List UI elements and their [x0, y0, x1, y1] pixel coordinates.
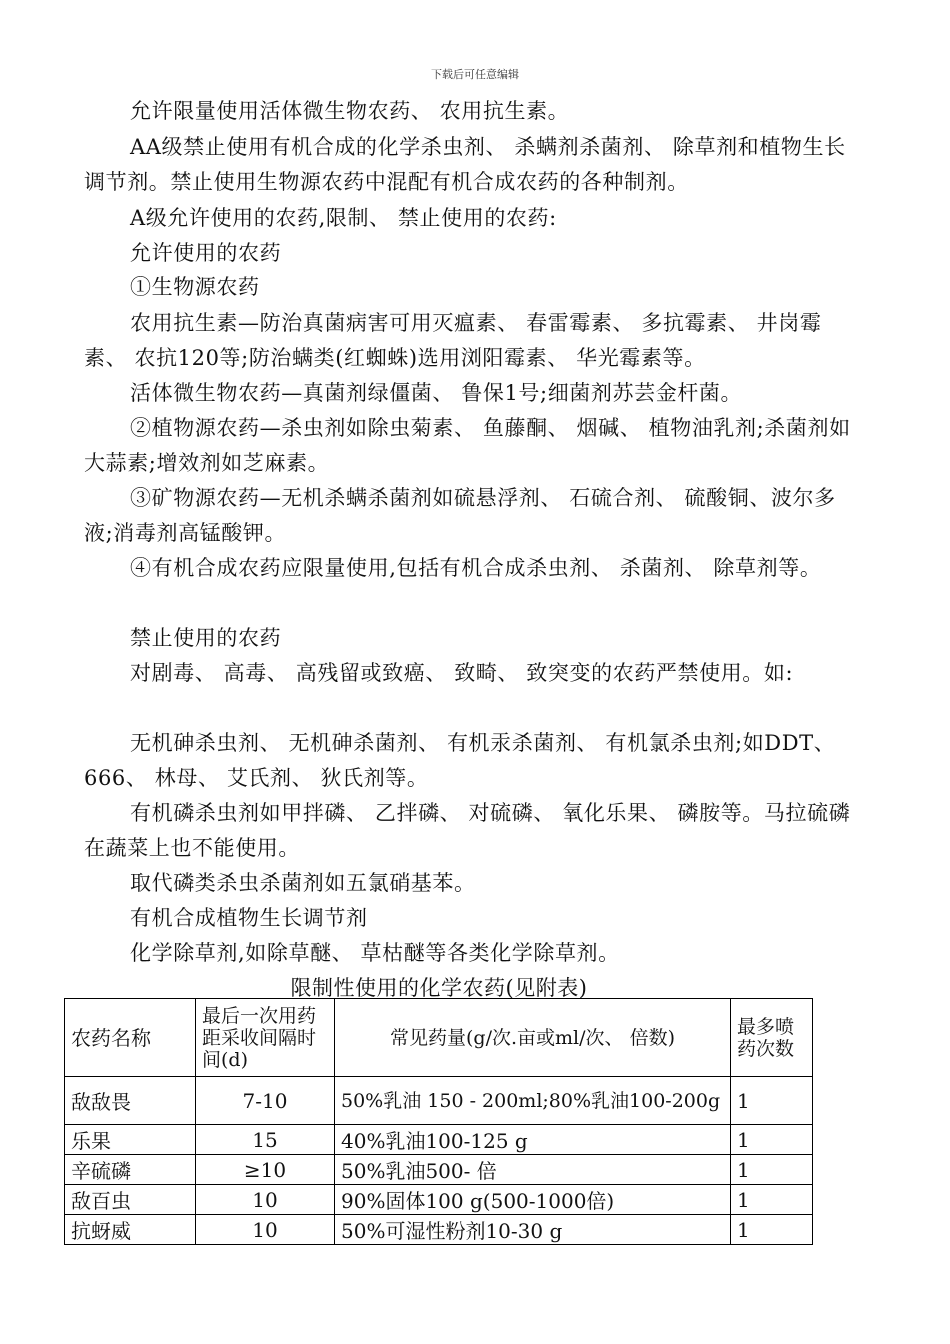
table-row [65, 1077, 813, 1125]
table-row [65, 1125, 813, 1155]
paragraph-antibiotics: 农用抗生素—防治真菌病害可用灭瘟素、 春雷霉素、 多抗霉素、 井岗霉素、 农抗120等;防治螨类(红蜘蛛)选用浏阳霉素、 华光霉素等。 [84, 311, 822, 370]
cell-dosage: 50%乳油 150 - 200ml;80%乳油100-200g [335, 1077, 731, 1125]
paragraph-mineral-source: ③矿物源农药—无机杀螨杀菌剂如硫悬浮剂、 石硫合剂、 硫酸铜、波尔多液;消毒剂高锰酸钾。 [84, 486, 836, 545]
cell-interval: ≥10 [196, 1155, 335, 1185]
cell-max-sprays: 1 [731, 1215, 813, 1245]
section-heading-banned: 禁止使用的农药 [130, 626, 282, 650]
header-pesticide-name: 农药名称 [65, 999, 196, 1077]
cell-interval: 10 [196, 1215, 335, 1245]
cell-name: 乐果 [65, 1125, 196, 1155]
table-header-row [65, 999, 813, 1077]
cell-name: 抗蚜威 [65, 1215, 196, 1245]
cell-interval: 10 [196, 1185, 335, 1215]
cell-max-sprays: 1 [731, 1125, 813, 1155]
paragraph-3: A级允许使用的农药,限制、 禁止使用的农药: [130, 206, 557, 230]
paragraph-synthetic: ④有机合成农药应限量使用,包括有机合成杀虫剂、 杀菌剂、 除草剂等。 [130, 556, 822, 580]
page-header-note: 下载后可任意编辑 [431, 68, 519, 81]
table-row [65, 1215, 813, 1245]
paragraph-growth-regulator: 有机合成植物生长调节剂 [130, 906, 368, 930]
paragraph-arsenic: 无机砷杀虫剂、 无机砷杀菌剂、 有机汞杀菌剂、 有机氯杀虫剂;如DDT、 666、 林母、 艾氏剂、 狄氏剂等。 [84, 731, 836, 790]
section-heading-allowed: 允许使用的农药 [130, 241, 282, 265]
cell-max-sprays: 1 [731, 1185, 813, 1215]
paragraph-1: 允许限量使用活体微生物农药、 农用抗生素。 [130, 99, 570, 123]
cell-dosage: 50%乳油500- 倍 [335, 1155, 731, 1185]
cell-name: 敌百虫 [65, 1185, 196, 1215]
subheading-bio-pesticides: ①生物源农药 [130, 275, 260, 299]
cell-name: 辛硫磷 [65, 1155, 196, 1185]
header-max-sprays: 最多喷药次数 [731, 999, 813, 1077]
paragraph-2: AA级禁止使用有机合成的化学杀虫剂、 杀螨剂杀菌剂、 除草剂和植物生长调节剂。禁止使用生物源农药中混配有机合成农药的各种制剂。 [84, 135, 846, 194]
paragraph-herbicide: 化学除草剂,如除草醚、 草枯醚等各类化学除草剂。 [130, 941, 620, 965]
paragraph-substituted-phosphorus: 取代磷类杀虫杀菌剂如五氯硝基苯。 [130, 871, 476, 895]
cell-name: 敌敌畏 [65, 1077, 196, 1125]
cell-max-sprays: 1 [731, 1155, 813, 1185]
table-row [65, 1185, 813, 1215]
header-harvest-interval: 最后一次用药距采收间隔时间(d) [196, 999, 335, 1077]
cell-dosage: 40%乳油100-125 g [335, 1125, 731, 1155]
cell-interval: 15 [196, 1125, 335, 1155]
restricted-pesticide-table [64, 998, 813, 1245]
paragraph-microbial: 活体微生物农药—真菌剂绿僵菌、 鲁保1号;细菌剂苏芸金杆菌。 [130, 381, 743, 405]
cell-dosage: 90%固体100 g(500-1000倍) [335, 1185, 731, 1215]
table-caption: 限制性使用的化学农药(见附表) [290, 976, 588, 1000]
paragraph-banned-intro: 对剧毒、 高毒、 高残留或致癌、 致畸、 致突变的农药严禁使用。如: [130, 661, 794, 685]
cell-interval: 7-10 [196, 1077, 335, 1125]
paragraph-organophosphate: 有机磷杀虫剂如甲拌磷、 乙拌磷、 对硫磷、 氧化乐果、 磷胺等。马拉硫磷在蔬菜上也不能使用。 [84, 801, 851, 860]
cell-dosage: 50%可湿性粉剂10-30 g [335, 1215, 731, 1245]
header-dosage: 常见药量(g/次.亩或ml/次、 倍数) [335, 999, 731, 1077]
table-row [65, 1155, 813, 1185]
cell-max-sprays: 1 [731, 1077, 813, 1125]
paragraph-plant-source: ②植物源农药—杀虫剂如除虫菊素、 鱼藤酮、 烟碱、 植物油乳剂;杀菌剂如大蒜素;增效剂如芝麻素。 [84, 416, 851, 475]
